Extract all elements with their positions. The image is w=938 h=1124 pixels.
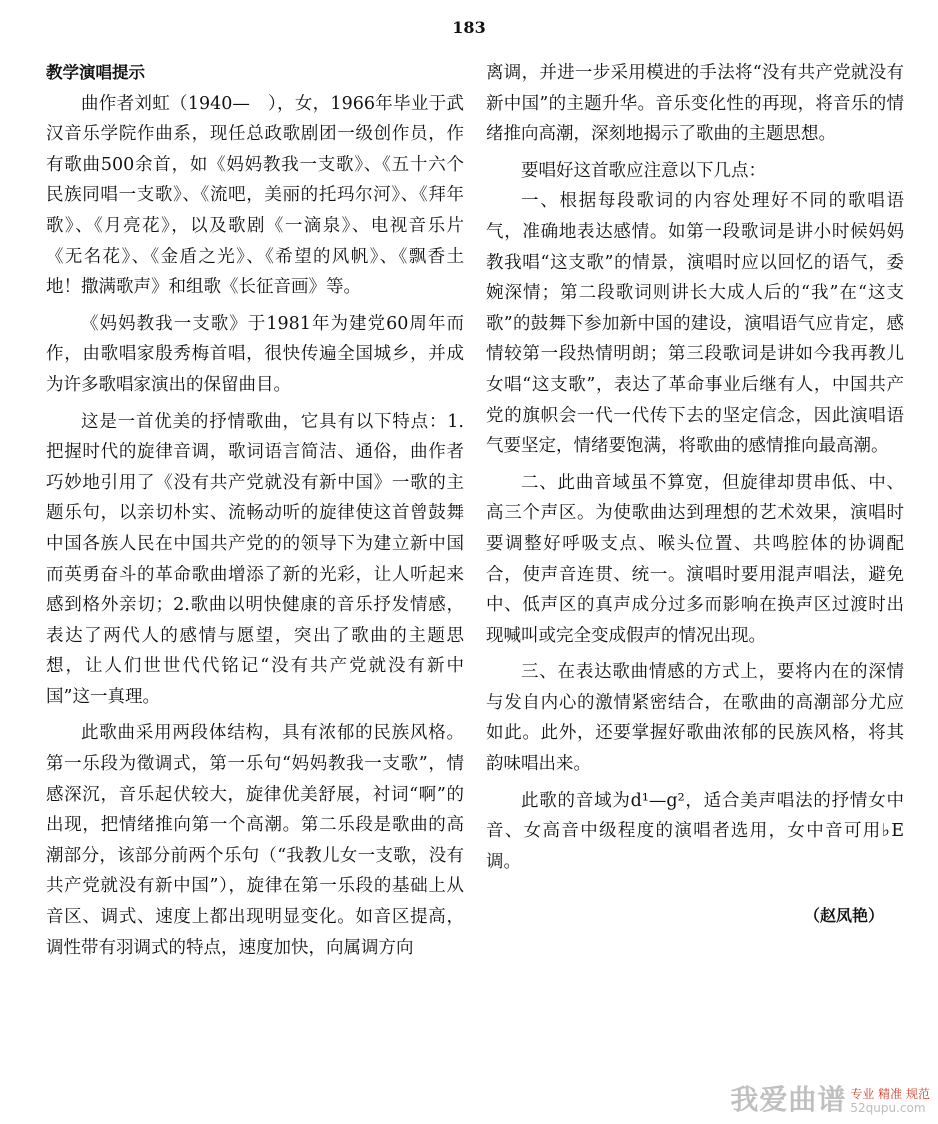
page-number: 183 [452,18,486,37]
paragraph: 一、根据每段歌词的内容处理好不同的歌唱语气，准确地表达感情。如第一段歌词是讲小时候妈妈教我唱“这支歌”的情景，演唱时应以回忆的语气，委婉深情；第二段歌词则讲长大成人后的“我”在“这支歌”的鼓舞下参加新中国的建设，演唱语气应肯定，感情较第一段热情明朗；第三段歌词是讲如今我再教儿女唱“这支歌”，表达了革命事业后继有人，中国共产党的旗帜会一代一代传下去的坚定信念，因此演唱语气要坚定，情绪要饱满，将歌曲的感情推向最高潮。 [486,191,904,457]
paragraph: 这是一首优美的抒情歌曲，它具有以下特点：1.把握时代的旋律音调，歌词语言简洁、通俗，曲作者巧妙地引用了《没有共产党就没有新中国》一歌的主题乐句，以亲切朴实、流畅动听的旋律使这首曾鼓舞中国各族人民在中国共产党的的领导下为建立新中国而英勇奋斗的革命歌曲增添了新的光彩，让人听起来感到格外亲切；2.歌曲以明快健康的音乐抒发情感，表达了两代人的感情与愿望，突出了歌曲的主题思想，让人们世世代代铭记“没有共产党就没有新中国”这一真理。 [46,411,464,707]
section-heading: 教学演唱提示 [46,63,145,82]
paragraph: 此歌曲采用两段体结构，具有浓郁的民族风格。第一乐段为徵调式，第一乐句“妈妈教我一支歌”，情感深沉，音乐起伏较大，旋律优美舒展，衬词“啊”的出现，把情绪推向第一个高潮。第二乐段是歌曲的高潮部分，该部分前两个乐句（“我教儿女一支歌，没有共产党就没有新中国”），旋律在第一乐段的基础上从音区、调式、速度上都出现明显变化。如音区提高，调性带有羽调式的特点，速度加快，向属调方向 [46,723,464,958]
right-column [486,58,904,932]
watermark [730,1078,930,1118]
paragraph: 离调，并进一步采用模进的手法将“没有共产党就没有新中国”的主题升华。音乐变化性的再现，将音乐的情绪推向高潮，深刻地揭示了歌曲的主题思想。 [486,63,904,145]
watermark-logo: 我爱曲谱 [730,1083,847,1116]
watermark-slogan: 专业 精准 规范 [850,1087,930,1101]
paragraph: 《妈妈教我一支歌》于1981年为建党60周年而作，由歌唱家殷秀梅首唱，很快传遍全国城乡，并成为许多歌唱家演出的保留曲目。 [46,313,464,395]
paragraph: 曲作者刘虹（1940— ），女，1966年毕业于武汉音乐学院作曲系，现任总政歌剧团一级创作员，作有歌曲500余首，如《妈妈教我一支歌》、《五十六个民族同唱一支歌》、《流吧，美丽的托玛尔河》、《拜年歌》、《月亮花》，以及歌剧《一滴泉》、电视音乐片《无名花》、《金盾之光》、《希望的风帆》、《飘香土地！撒满歌声》和组歌《长征音画》等。 [46,93,464,298]
watermark-side [850,1087,930,1118]
paragraph: 要唱好这首歌应注意以下几点： [521,160,766,181]
left-column [46,58,464,963]
watermark-domain: 52qupu.com [850,1101,926,1115]
paragraph: 此歌的音域为d¹—g²，适合美声唱法的抒情女中音、女高音中级程度的演唱者选用，女中音可用♭E调。 [486,790,904,872]
paragraph: 二、此曲音域虽不算宽，但旋律却贯串低、中、高三个声区。为使歌曲达到理想的艺术效果，演唱时要调整好呼吸支点、喉头位置、共鸣腔体的协调配合，使声音连贯、统一。演唱时要用混声唱法，避免中、低声区的真声成分过多而影响在换声区过渡时出现喊叫或完全变成假声的情况出现。 [486,472,904,646]
author-signature: （赵凤艳） [803,906,884,926]
paragraph: 三、在表达歌曲情感的方式上，要将内在的深情与发自内心的激情紧密结合，在歌曲的高潮部分尤应如此。此外，还要掌握好歌曲浓郁的民族风格，将其韵味唱出来。 [486,662,904,775]
